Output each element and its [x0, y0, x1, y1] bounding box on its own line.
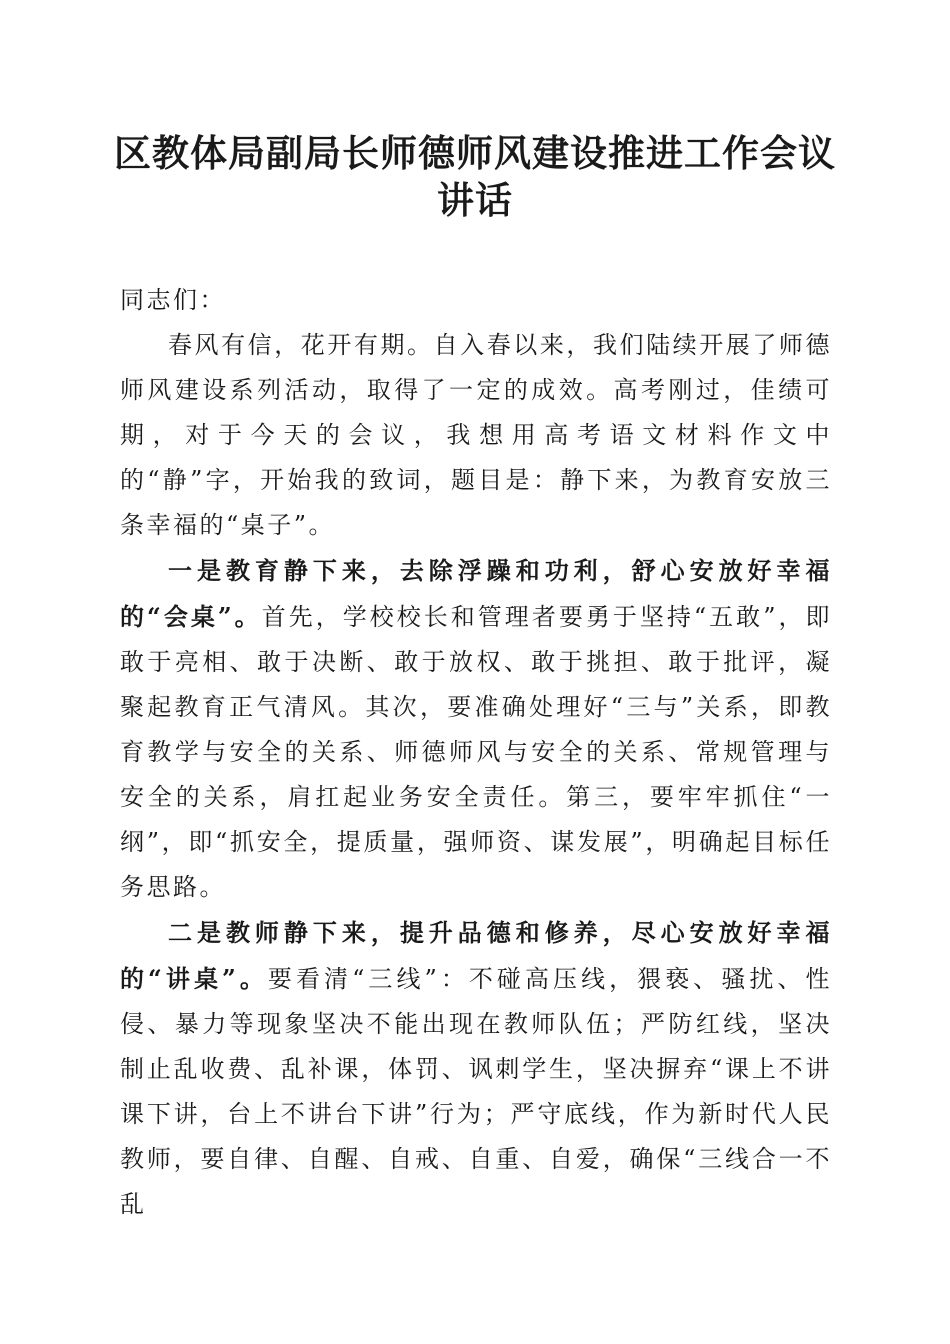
paragraph-point-two [120, 910, 832, 1227]
paragraph-lead: 一是教育静下来，去除浮躁和功利，舒心安放好幸福的“会桌”。 [120, 556, 832, 631]
paragraph-point-one [120, 548, 832, 910]
salutation: 同志们： [120, 286, 226, 314]
paragraph-text: 要看清“三线”：不碰高压线，猥亵、骚扰、性侵、暴力等现象坚决不能出现在教师队伍；严防红线，坚决制止乱收费、乱补课，体罚、讽刺学生，坚决摒弃“课上不讲课下讲，台上不讲台下讲”行为；严守底线，作为新时代人民教师，要自律、自醒、自戒、自重、自爱，确保“三线合一不乱 [120, 965, 832, 1218]
document-body [120, 278, 832, 1227]
paragraph-intro [120, 323, 832, 548]
document-title: 区教体局副局长师德师风建设推进工作会议讲话 [114, 131, 836, 222]
paragraph-text: 春风有信，花开有期。自入春以来，我们陆续开展了师德师风建设系列活动，取得了一定的成效。高考刚过，佳绩可期，对于今天的会议，我想用高考语文材料作文中的“静”字，开始我的致词，题目是：静下来，为教育安放三条幸福的“桌子”。 [120, 331, 832, 539]
paragraph-lead: 二是教师静下来，提升品德和修养，尽心安放好幸福的“讲桌”。 [120, 918, 832, 993]
paragraph-text: 首先，学校校长和管理者要勇于坚持“五敢”，即敢于亮相、敢于决断、敢于放权、敢于挑担、敢于批评，凝聚起教育正气清风。其次，要准确处理好“三与”关系，即教育教学与安全的关系、师德师风与安全的关系、常规管理与安全的关系，肩扛起业务安全责任。第三，要牢牢抓住“一纲”，即“抓安全，提质量，强师资、谋发展”，明确起目标任务思路。 [120, 603, 832, 901]
